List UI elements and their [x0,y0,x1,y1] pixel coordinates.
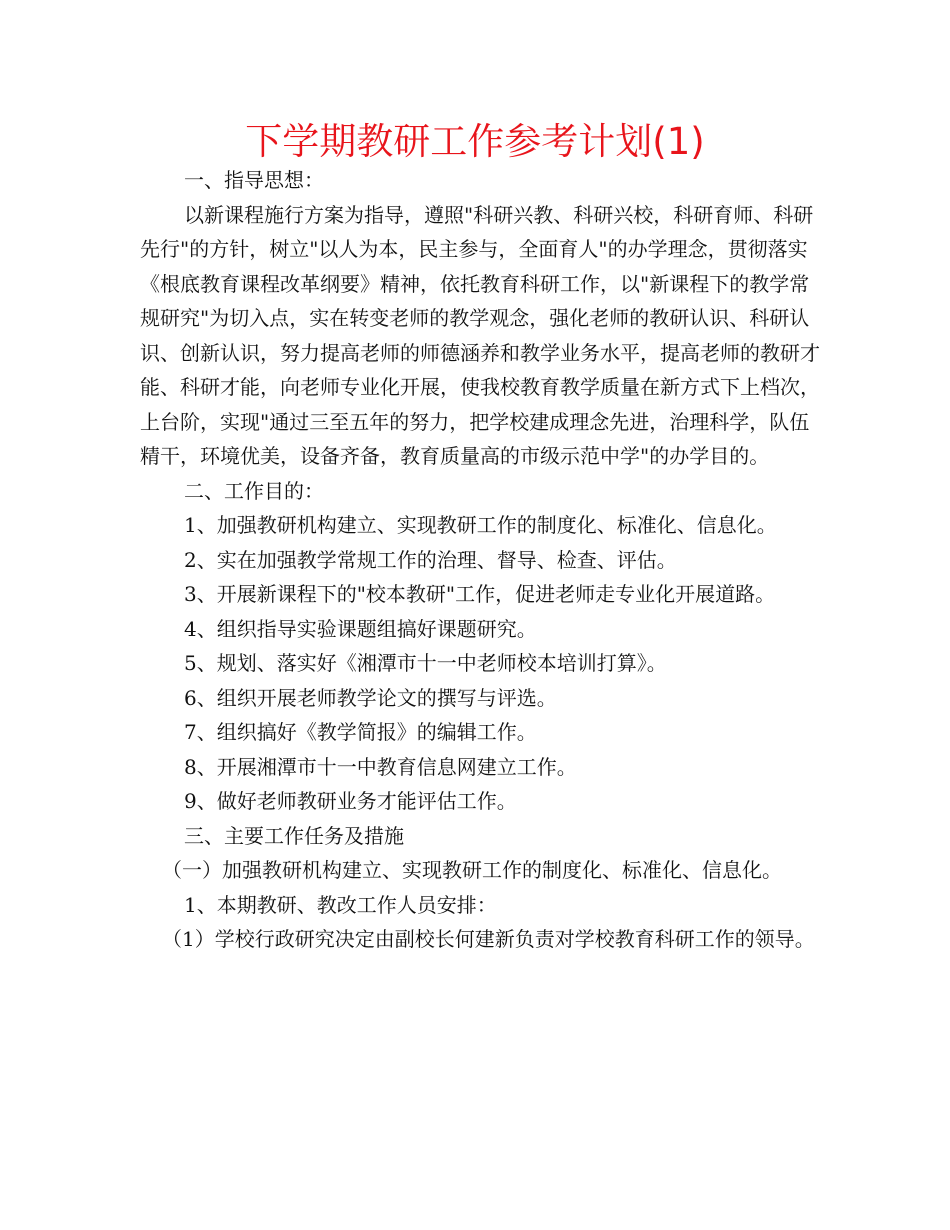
paragraph: 一、指导思想： [184,168,324,192]
list-item: 7、组织搞好《教学简报》的编辑工作。 [184,720,537,744]
list-item: 3、开展新课程下的"校本教研"工作，促进老师走专业化开展道路。 [184,582,776,606]
list-item: 8、开展湘潭市十一中教育信息网建立工作。 [184,754,577,779]
list-item: 9、做好老师教研业务才能评估工作。 [184,789,517,813]
list-item: 1、加强教研机构建立、实现教研工作的制度化、标准化、信息化。 [184,513,777,537]
document-title: 下学期教研工作参考计划(1) [245,120,705,163]
paragraph: 二、工作目的： [184,478,324,503]
list-item: 4、组织指导实验课题组搞好课题研究。 [184,616,537,641]
paragraph: 1、本期教研、教改工作人员安排： [184,892,497,917]
paragraph: 以新课程施行方案为指导，遵照"科研兴教、科研兴校，科研育师、科研先行"的方针，树立"以人为本，民主参与，全面育人"的办学理念，贯彻落实《根底教育课程改革纲要》精神，依托教育科研工作，以"新课程下的教学常规研究"为切入点，实在转变老师的教学观念，强化老师的教研认识、科研认识、创新认识，努力提高老师的师德涵养和教学业务水平，提高老师的教研才能、科研才能，向老师专业化开展，使我校教育教学质量在新方式下上档次，上台阶，实现"通过三至五年的努力，把学校建成理念先进，治理科学，队伍精干，环境优美，设备齐备，教育质量高的市级示范中学"的办学目的。 [140,202,820,468]
paragraph: （一）加强教研机构建立、实现教研工作的制度化、标准化、信息化。 [162,858,782,882]
document-body [140,163,820,957]
list-item: 6、组织开展老师教学论文的撰写与评选。 [184,685,557,710]
list-item: 5、规划、落实好《湘潭市十一中老师校本培训打算》。 [184,651,667,675]
list-item: 2、实在加强教学常规工作的治理、督导、检查、评估。 [184,547,677,572]
section-heading: 三、主要工作任务及措施 [184,823,404,848]
paragraph: （1）学校行政研究决定由副校长何建新负责对学校教育科研工作的领导。 [162,927,815,951]
